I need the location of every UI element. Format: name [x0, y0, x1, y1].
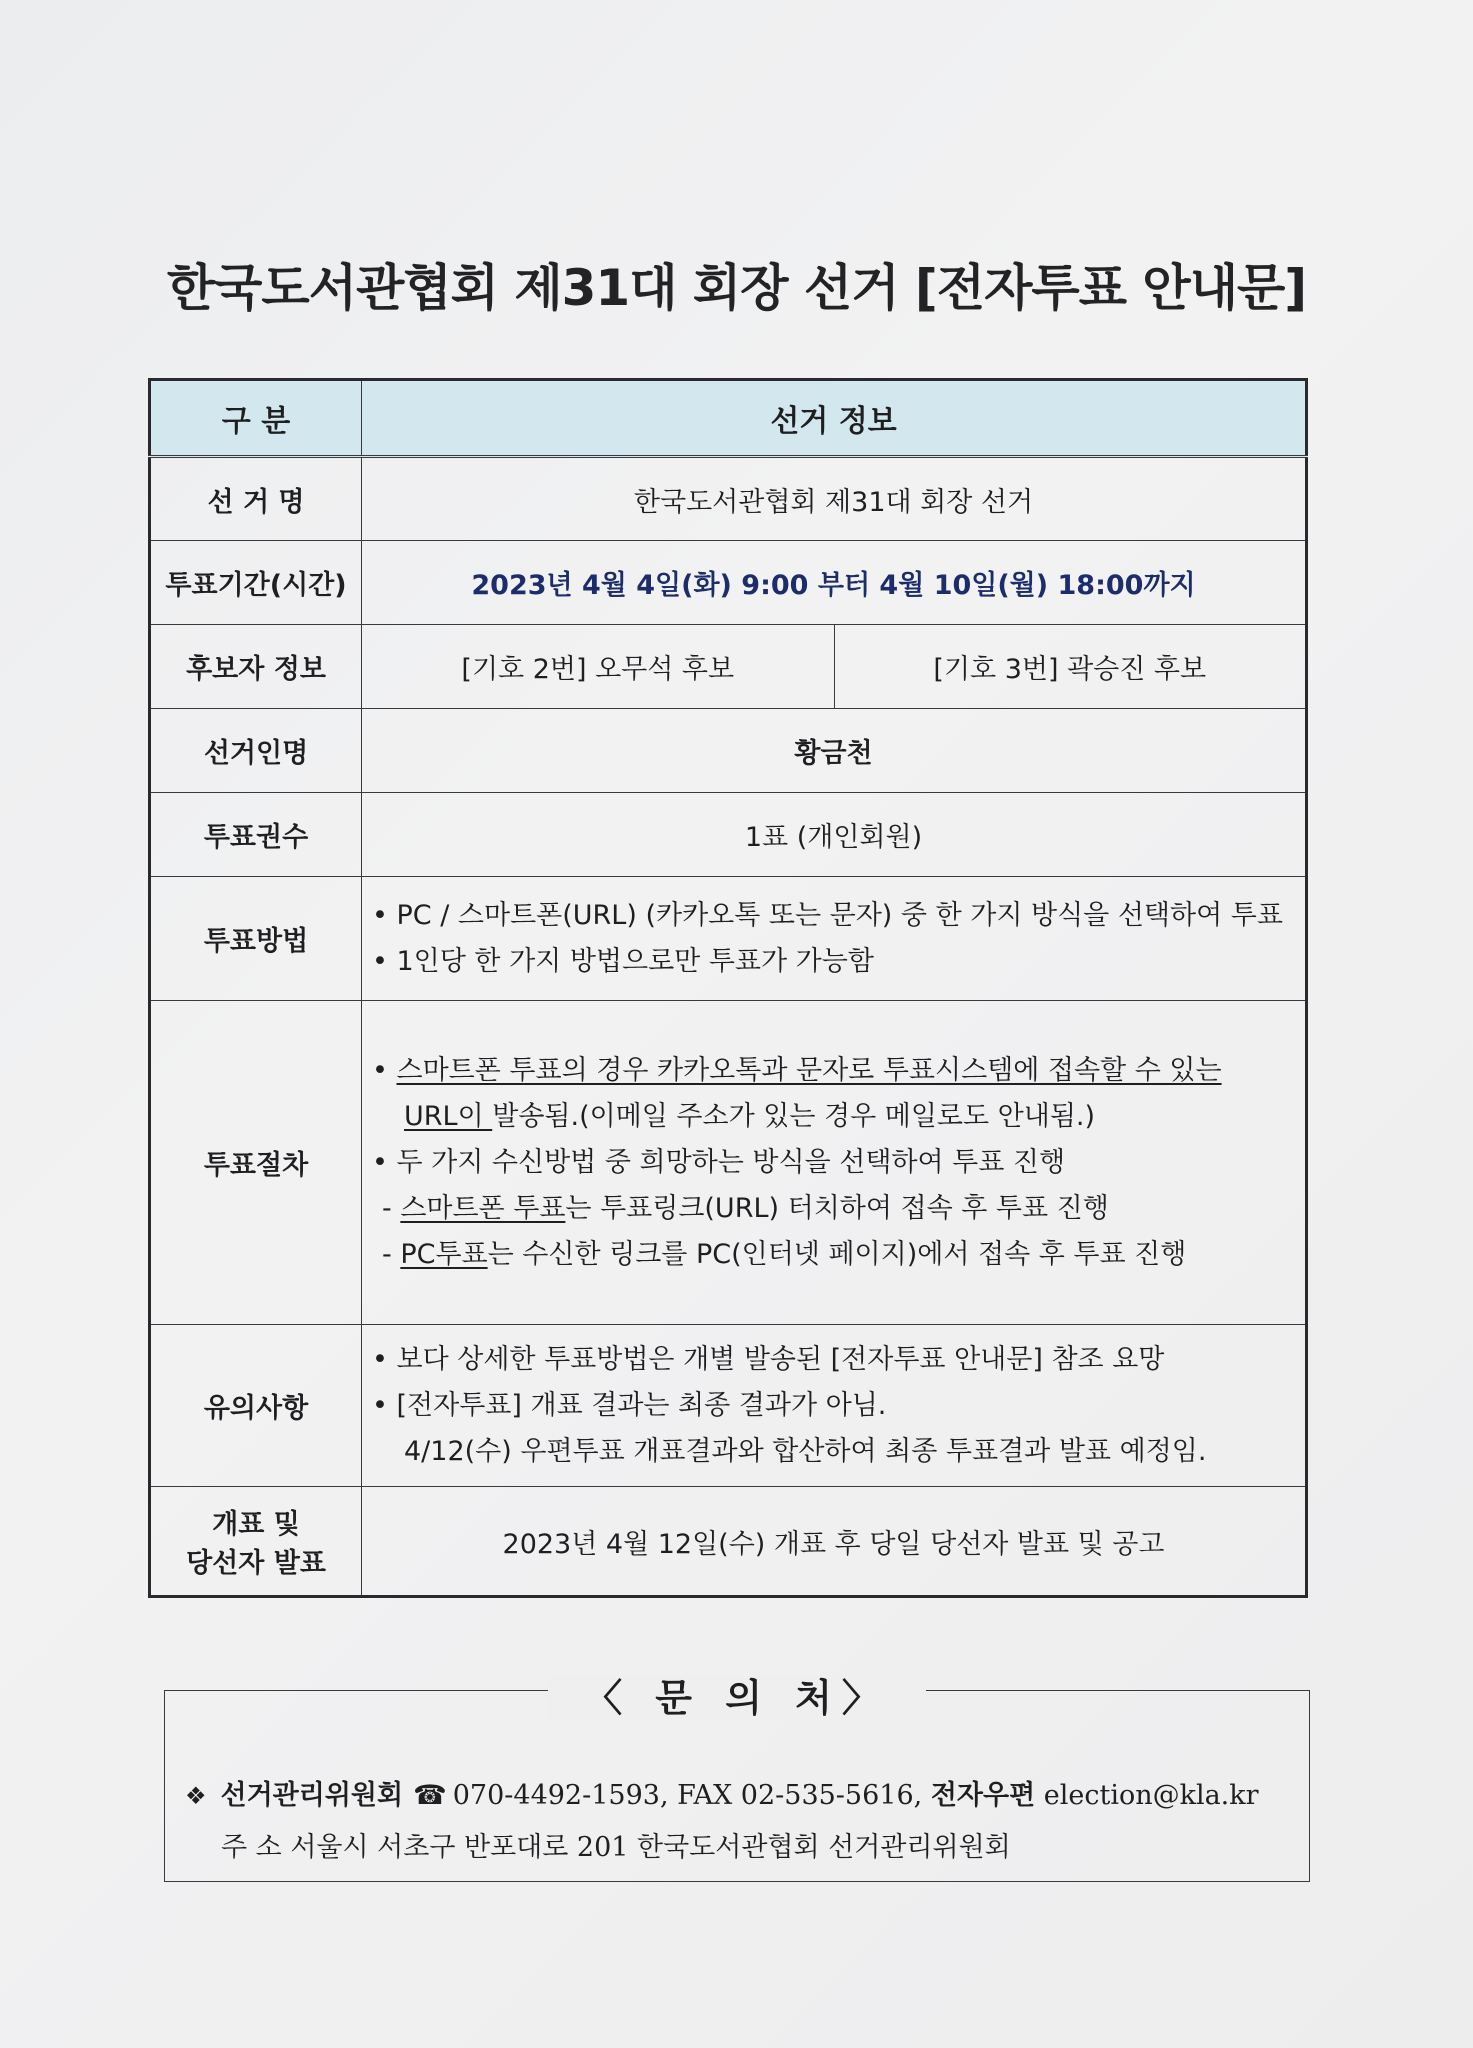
- row-candidates: [150, 625, 1307, 709]
- contact-email-label: 전자우편: [930, 1780, 1036, 1811]
- value-announce: 2023년 4월 12일(수) 개표 후 당일 당선자 발표 및 공고: [362, 1487, 1307, 1597]
- underlined-text: 스마트폰 투표의 경우 카카오톡과 문자로 투표시스템에 접속할 수 있는: [396, 1054, 1222, 1086]
- procedure-text: 는 수신한 링크를 PC(인터넷 페이지)에서 접속 후 투표 진행: [487, 1238, 1187, 1270]
- procedure-list: [372, 1048, 1295, 1278]
- underlined-text: 스마트폰 투표: [400, 1192, 566, 1224]
- row-notes: [150, 1325, 1307, 1487]
- procedure-text: 발송됨.(이메일 주소가 있는 경우 메일로도 안내됨.): [492, 1100, 1096, 1132]
- row-voting-period: [150, 541, 1307, 625]
- contact-line-phone: [185, 1773, 1259, 1812]
- procedure-item: [372, 1186, 1295, 1232]
- label-announce: [150, 1487, 362, 1597]
- value-election-name: 한국도서관협회 제31대 회장 선거: [362, 457, 1307, 541]
- row-method: [150, 877, 1307, 1001]
- underlined-text: PC투표: [400, 1238, 488, 1270]
- contact-org: 선거관리위원회: [220, 1780, 404, 1811]
- value-vote-count: 1표 (개인회원): [362, 793, 1307, 877]
- label-election-name: 선 거 명: [150, 457, 362, 541]
- label-announce-line1: 개표 및: [212, 1509, 300, 1540]
- label-procedure: 투표절차: [150, 1001, 362, 1325]
- value-notes: [362, 1325, 1307, 1487]
- value-manager: 황금천: [362, 709, 1307, 793]
- election-info-table: [148, 378, 1308, 1598]
- notes-item: • [전자투표] 개표 결과는 최종 결과가 아님.: [372, 1389, 887, 1421]
- label-method: 투표방법: [150, 877, 362, 1001]
- procedure-item: • 두 가지 수신방법 중 희망하는 방식을 선택하여 투표 진행: [372, 1146, 1066, 1178]
- candidate-2: [기호 2번] 오무석 후보: [362, 625, 835, 709]
- notes-list: [372, 1337, 1295, 1475]
- row-manager: [150, 709, 1307, 793]
- procedure-item: [372, 1048, 1295, 1094]
- value-procedure: [362, 1001, 1307, 1325]
- value-method: [362, 877, 1307, 1001]
- dash: -: [382, 1238, 401, 1270]
- method-item: • PC / 스마트폰(URL) (카카오톡 또는 문자) 중 한 가지 방식을 선택하여 투표: [372, 899, 1283, 931]
- label-candidates: 후보자 정보: [150, 625, 362, 709]
- row-election-name: [150, 457, 1307, 541]
- header-info: 선거 정보: [362, 380, 1307, 457]
- dash: -: [382, 1192, 401, 1224]
- method-item: • 1인당 한 가지 방법으로만 투표가 가능함: [372, 945, 874, 977]
- notes-item: • 보다 상세한 투표방법은 개별 발송된 [전자투표 안내문] 참조 요망: [372, 1343, 1165, 1375]
- notes-item: 4/12(수) 우편투표 개표결과와 합산하여 최종 투표결과 발표 예정임.: [404, 1435, 1207, 1467]
- procedure-text: 는 투표링크(URL) 터치하여 접속 후 투표 진행: [565, 1192, 1109, 1224]
- contact-title: 〈 문 의 처〉: [548, 1676, 926, 1720]
- candidate-3: [기호 3번] 곽승진 후보: [834, 625, 1307, 709]
- contact-title-wrap: [165, 1667, 1309, 1722]
- contact-email: election@kla.kr: [1043, 1780, 1259, 1811]
- label-announce-line2: 당선자 발표: [186, 1548, 326, 1579]
- contact-address: 주 소 서울시 서초구 반포대로 201 한국도서관협회 선거관리위원회: [221, 1832, 1011, 1863]
- method-list: [372, 893, 1295, 985]
- label-voting-period: 투표기간(시간): [150, 541, 362, 625]
- procedure-item: [372, 1094, 1295, 1140]
- row-procedure: [150, 1001, 1307, 1325]
- phone-icon: ☎: [413, 1780, 447, 1811]
- document-title: 한국도서관협회 제31대 회장 선거 [전자투표 안내문]: [166, 259, 1307, 317]
- label-manager: 선거인명: [150, 709, 362, 793]
- row-announce: [150, 1487, 1307, 1597]
- contact-box: [164, 1676, 1310, 1882]
- table-header-row: [150, 380, 1307, 457]
- diamond-bullet-icon: ❖: [185, 1782, 207, 1810]
- contact-phone: 070-4492-1593, FAX 02-535-5616,: [452, 1780, 923, 1811]
- underlined-text: URL이: [404, 1100, 493, 1132]
- row-vote-count: [150, 793, 1307, 877]
- bullet: •: [372, 1054, 397, 1086]
- label-vote-count: 투표권수: [150, 793, 362, 877]
- header-category: 구 분: [150, 380, 362, 457]
- procedure-item: [372, 1232, 1295, 1278]
- label-notes: 유의사항: [150, 1325, 362, 1487]
- value-voting-period: 2023년 4월 4일(화) 9:00 부터 4월 10일(월) 18:00까지: [362, 541, 1307, 625]
